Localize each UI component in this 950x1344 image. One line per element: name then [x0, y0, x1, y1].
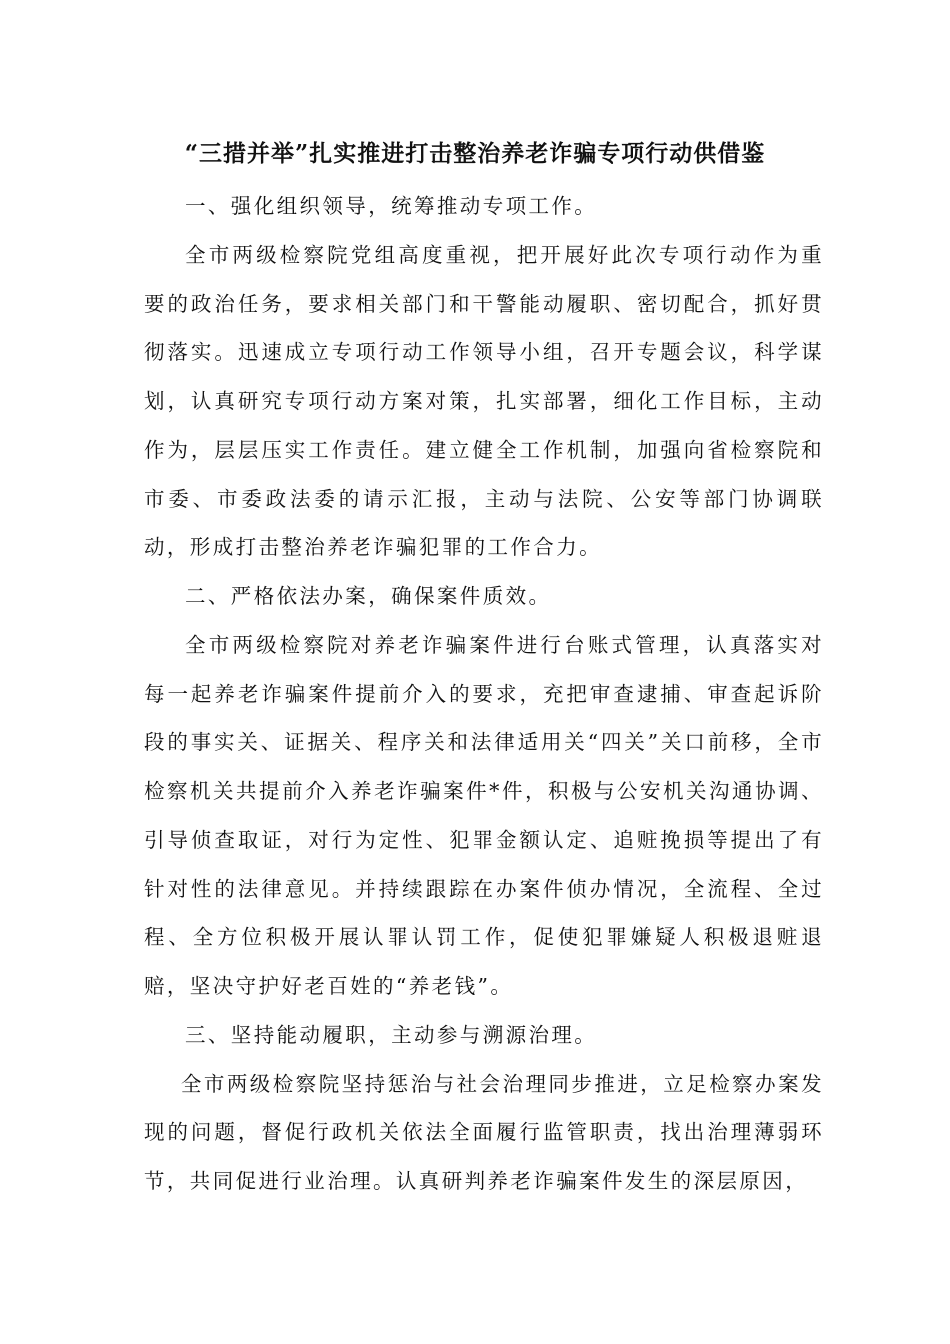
document-body [144, 182, 824, 1206]
section-paragraph-1: 全市两级检察院党组高度重视，把开展好此次专项行动作为重要的政治任务，要求相关部门和干警能动履职、密切配合，抓好贯彻落实。迅速成立专项行动工作领导小组，召开专题会议，科学谋划，认真研究专项行动方案对策，扎实部署，细化工作目标，主动作为，层层压实工作责任。建立健全工作机制，加强向省检察院和市委、市委政法委的请示汇报，主动与法院、公安等部门协调联动，形成打击整治养老诈骗犯罪的工作合力。 [144, 242, 824, 560]
section-paragraph-2: 全市两级检察院对养老诈骗案件进行台账式管理，认真落实对每一起养老诈骗案件提前介入的要求，充把审查逮捕、审查起诉阶段的事实关、证据关、程序关和法律适用关“四关”关口前移，全市检察机关共提前介入养老诈骗案件*件，积极与公安机关沟通协调、引导侦查取证，对行为定性、犯罪金额认定、追赃挽损等提出了有针对性的法律意见。并持续跟踪在办案件侦办情况，全流程、全过程、全方位积极开展认罪认罚工作，促使犯罪嫌疑人积极退赃退赔，坚决守护好老百姓的“养老钱”。 [144, 632, 824, 998]
section-heading-2: 二、严格依法办案，确保案件质效。 [185, 584, 552, 608]
section-heading-3: 三、坚持能动履职，主动参与溯源治理。 [185, 1022, 598, 1047]
section-paragraph-3: 全市两级检察院坚持惩治与社会治理同步推进，立足检察办案发现的问题，督促行政机关依法全面履行监管职责，找出治理薄弱环节，共同促进行业治理。认真研判养老诈骗案件发生的深层原因， [144, 1071, 824, 1193]
document-title: “三措并举”扎实推进打击整治养老诈骗专项行动供借鉴 [184, 140, 766, 167]
section-heading-1: 一、强化组织领导，统筹推动专项工作。 [185, 194, 598, 218]
